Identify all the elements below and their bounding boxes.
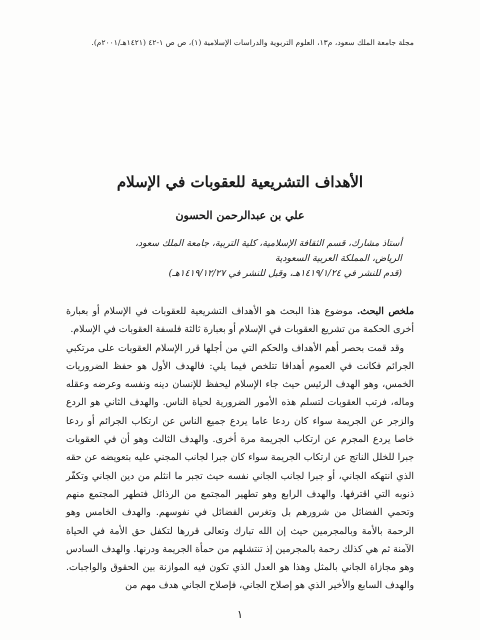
author-affiliation [66,236,402,281]
abstract-paragraph [66,303,414,340]
article-title: الأهداف التشريعية للعقوبات في الإسلام [116,173,364,191]
page-number: ١ [237,608,243,621]
abstract-text: موضوع هذا البحث هو الأهداف التشريعية للعقوبات في الإسلام أو بعبارة أخرى الحكمة من تشريع العقوبات في الإسلام أو بعبارة ثالثة فلسفة العقوبات في الإسلام. [66,306,414,336]
running-header: مجلة جامعة الملك سعود، م١٣، العلوم التربوية والدراسات الإسلامية (١)، ص ص ١-٤٢ (١٤٢١هـ/٢٠٠١م). [91,38,414,47]
submission-dates: (قدم للنشر في ١٤١٩/١/٢٤هـ، وقبل للنشر في ١٤١٩/١٢/٢٧هـ) [168,268,402,279]
affiliation-line: الرياض، المملكة العربية السعودية [274,253,402,264]
abstract [66,303,414,596]
author-name: علي بن عبدالرحمن الحسون [175,209,305,222]
abstract-label: ملخص البحث. [356,306,414,317]
affiliation-line: أستاذ مشارك، قسم الثقافة الإسلامية، كلية التربية، جامعة الملك سعود، [135,238,402,249]
abstract-paragraph: وقد قمت بحصر أهم الأهداف والحكم التي من أجلها قرر الإسلام العقوبات على مرتكبي الجرائم فكانت في العموم أهدافا تتلخص فيما يلي: فالهدف الأول هو حفظ الضروريات الخمس، وهو الهدف الرئيس حيث جاء الإسلام ليحفظ للإنسان دينه ونفسه وعرضه وعقله وماله، فرتب العقوبات لتسلم هذه الأمور الضرورية لحياة الناس. والهدف الثاني هو الردع والزجر عن الجريمة سواء كان ردعا عاما يردع جميع الناس عن ارتكاب الجرائم أو ردعا خاصا يردع المجرم عن ارتكاب الجريمة مرة أخرى. والهدف الثالث وهو أن في العقوبات جبرا للخلل الناتج عن ارتكاب الجريمة سواء كان جبرا لجانب المجني عليه بتعويضه عن حقه الذي انتهكه الجاني، أو جبرا لجانب الجاني نفسه حيث تجبر ما انثلم من دين الجاني وتكفّر ذنوبه التي اقترفها. والهدف الرابع وهو تطهير المجتمع من الرذائل فتطهر المجتمع منهم وتحمي الفضائل من شرورهم بل وتغرس الفضائل في نفوسهم. والهدف الخامس وهو الرحمة بالأمة وبالمجرمين حيث إن الله تبارك وتعالى قررها لتكفل حق الأمة في الحياة الآمنة ثم هي كذلك رحمة بالمجرمين إذ تنتشلهم من حمأة الجريمة ودرنها. والهدف السادس وهو مجازاة الجاني بالمثل وهذا هو العدل الذي تكون فيه الموازنة بين الحقوق والواجبات. والهدف السابع والأخير الذي هو إصلاح الجاني، فإصلاح الجاني هدف مهم من [66,342,414,592]
